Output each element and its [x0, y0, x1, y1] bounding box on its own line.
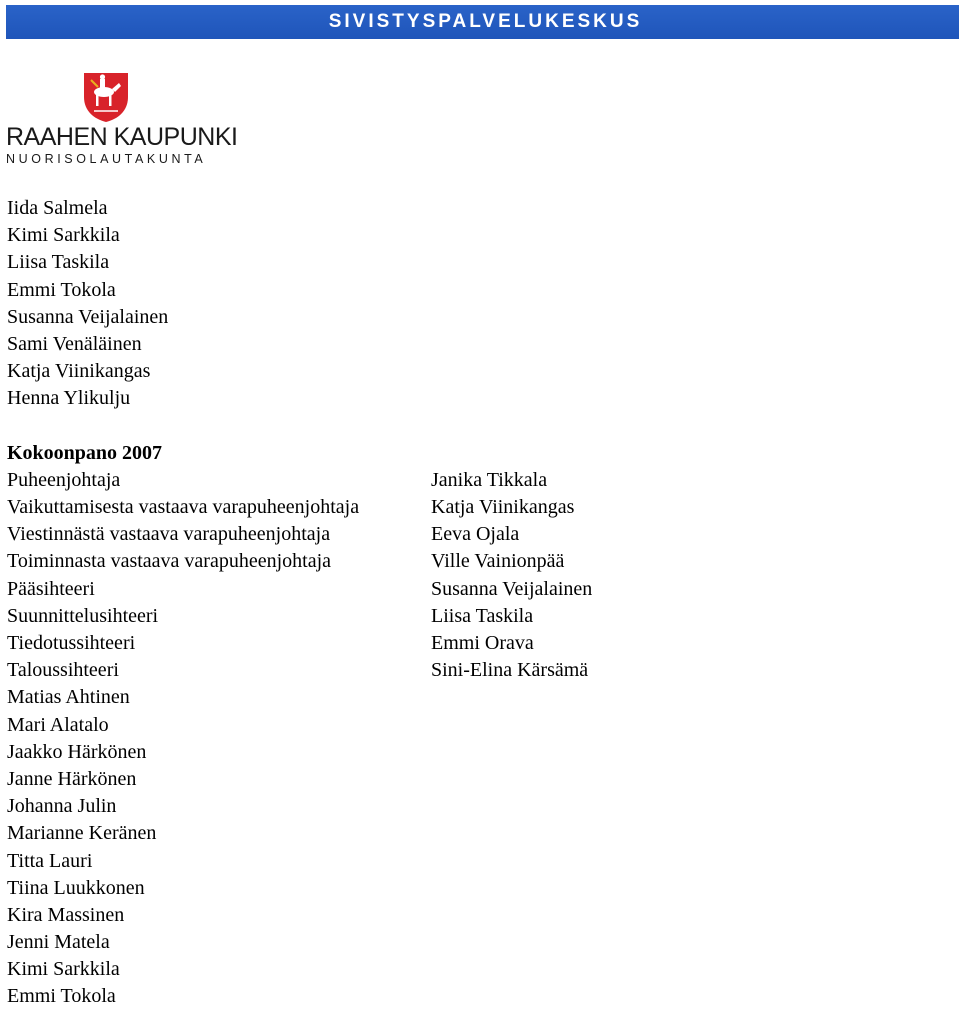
list-item: Katja Viinikangas: [7, 360, 151, 383]
list-item: Jaakko Härkönen: [7, 740, 147, 763]
document-body: [7, 195, 592, 1011]
list-item: Johanna Julin: [7, 795, 117, 818]
role-row: [7, 467, 592, 494]
role-title: Toiminnasta vastaava varapuheenjohtaja: [7, 550, 332, 573]
role-row: [7, 603, 592, 630]
banner-title: SIVISTYSPALVELUKESKUS: [328, 11, 643, 32]
section-heading: Kokoonpano 2007: [7, 441, 163, 464]
organization-logo: [6, 123, 238, 167]
role-holder: Janika Tikkala: [431, 468, 548, 491]
list-item: Sami Venäläinen: [7, 332, 142, 355]
role-holder: Sini-Elina Kärsämä: [431, 659, 589, 682]
role-holder: Liisa Taskila: [431, 604, 534, 627]
list-item: Jenni Matela: [7, 931, 110, 954]
list-item: Liisa Taskila: [7, 251, 110, 274]
role-row: [7, 494, 592, 521]
list-item: Kira Massinen: [7, 903, 125, 926]
paragraph-gap: [7, 413, 592, 440]
role-title: Pääsihteeri: [7, 577, 95, 600]
list-item: Henna Ylikulju: [7, 387, 131, 410]
role-row: [7, 657, 592, 684]
members-2007-list: [7, 684, 592, 1010]
list-item: Titta Lauri: [7, 849, 93, 872]
list-item: Kimi Sarkkila: [7, 958, 120, 981]
org-name: RAAHEN KAUPUNKI: [6, 123, 238, 151]
role-holder: Eeva Ojala: [431, 523, 520, 546]
list-item: Mari Alatalo: [7, 713, 109, 736]
role-title: Taloussihteeri: [7, 659, 119, 682]
role-holder: Emmi Orava: [431, 632, 534, 654]
role-row: [7, 630, 592, 657]
role-holder: Ville Vainionpää: [431, 550, 565, 573]
role-title: Vaikuttamisesta vastaava varapuheenjohtaja: [7, 496, 360, 519]
header-banner: [6, 5, 959, 39]
list-item: Kimi Sarkkila: [7, 224, 120, 247]
list-item: Matias Ahtinen: [7, 686, 130, 709]
role-title: Suunnittelusihteeri: [7, 604, 159, 627]
list-item: Iida Salmela: [7, 197, 108, 219]
roles-table: [7, 467, 592, 685]
role-holder: Susanna Veijalainen: [431, 577, 593, 600]
list-item: Marianne Keränen: [7, 822, 157, 845]
list-item: Tiina Luukkonen: [7, 876, 145, 899]
role-row: [7, 548, 592, 575]
list-item: Emmi Tokola: [7, 985, 116, 1008]
role-title: Viestinnästä vastaava varapuheenjohtaja: [7, 523, 331, 546]
role-holder: Katja Viinikangas: [431, 496, 575, 519]
list-item: Susanna Veijalainen: [7, 305, 169, 328]
org-subtitle: NUORISOLAUTAKUNTA: [6, 152, 207, 166]
list-item: Emmi Tokola: [7, 278, 116, 301]
members-2006-list: [7, 195, 592, 413]
role-row: [7, 576, 592, 603]
role-title: Puheenjohtaja: [7, 468, 121, 491]
list-item: Janne Härkönen: [7, 767, 137, 790]
coat-of-arms-icon: [82, 71, 130, 123]
role-title: Tiedotussihteeri: [7, 632, 136, 654]
role-row: [7, 521, 592, 548]
